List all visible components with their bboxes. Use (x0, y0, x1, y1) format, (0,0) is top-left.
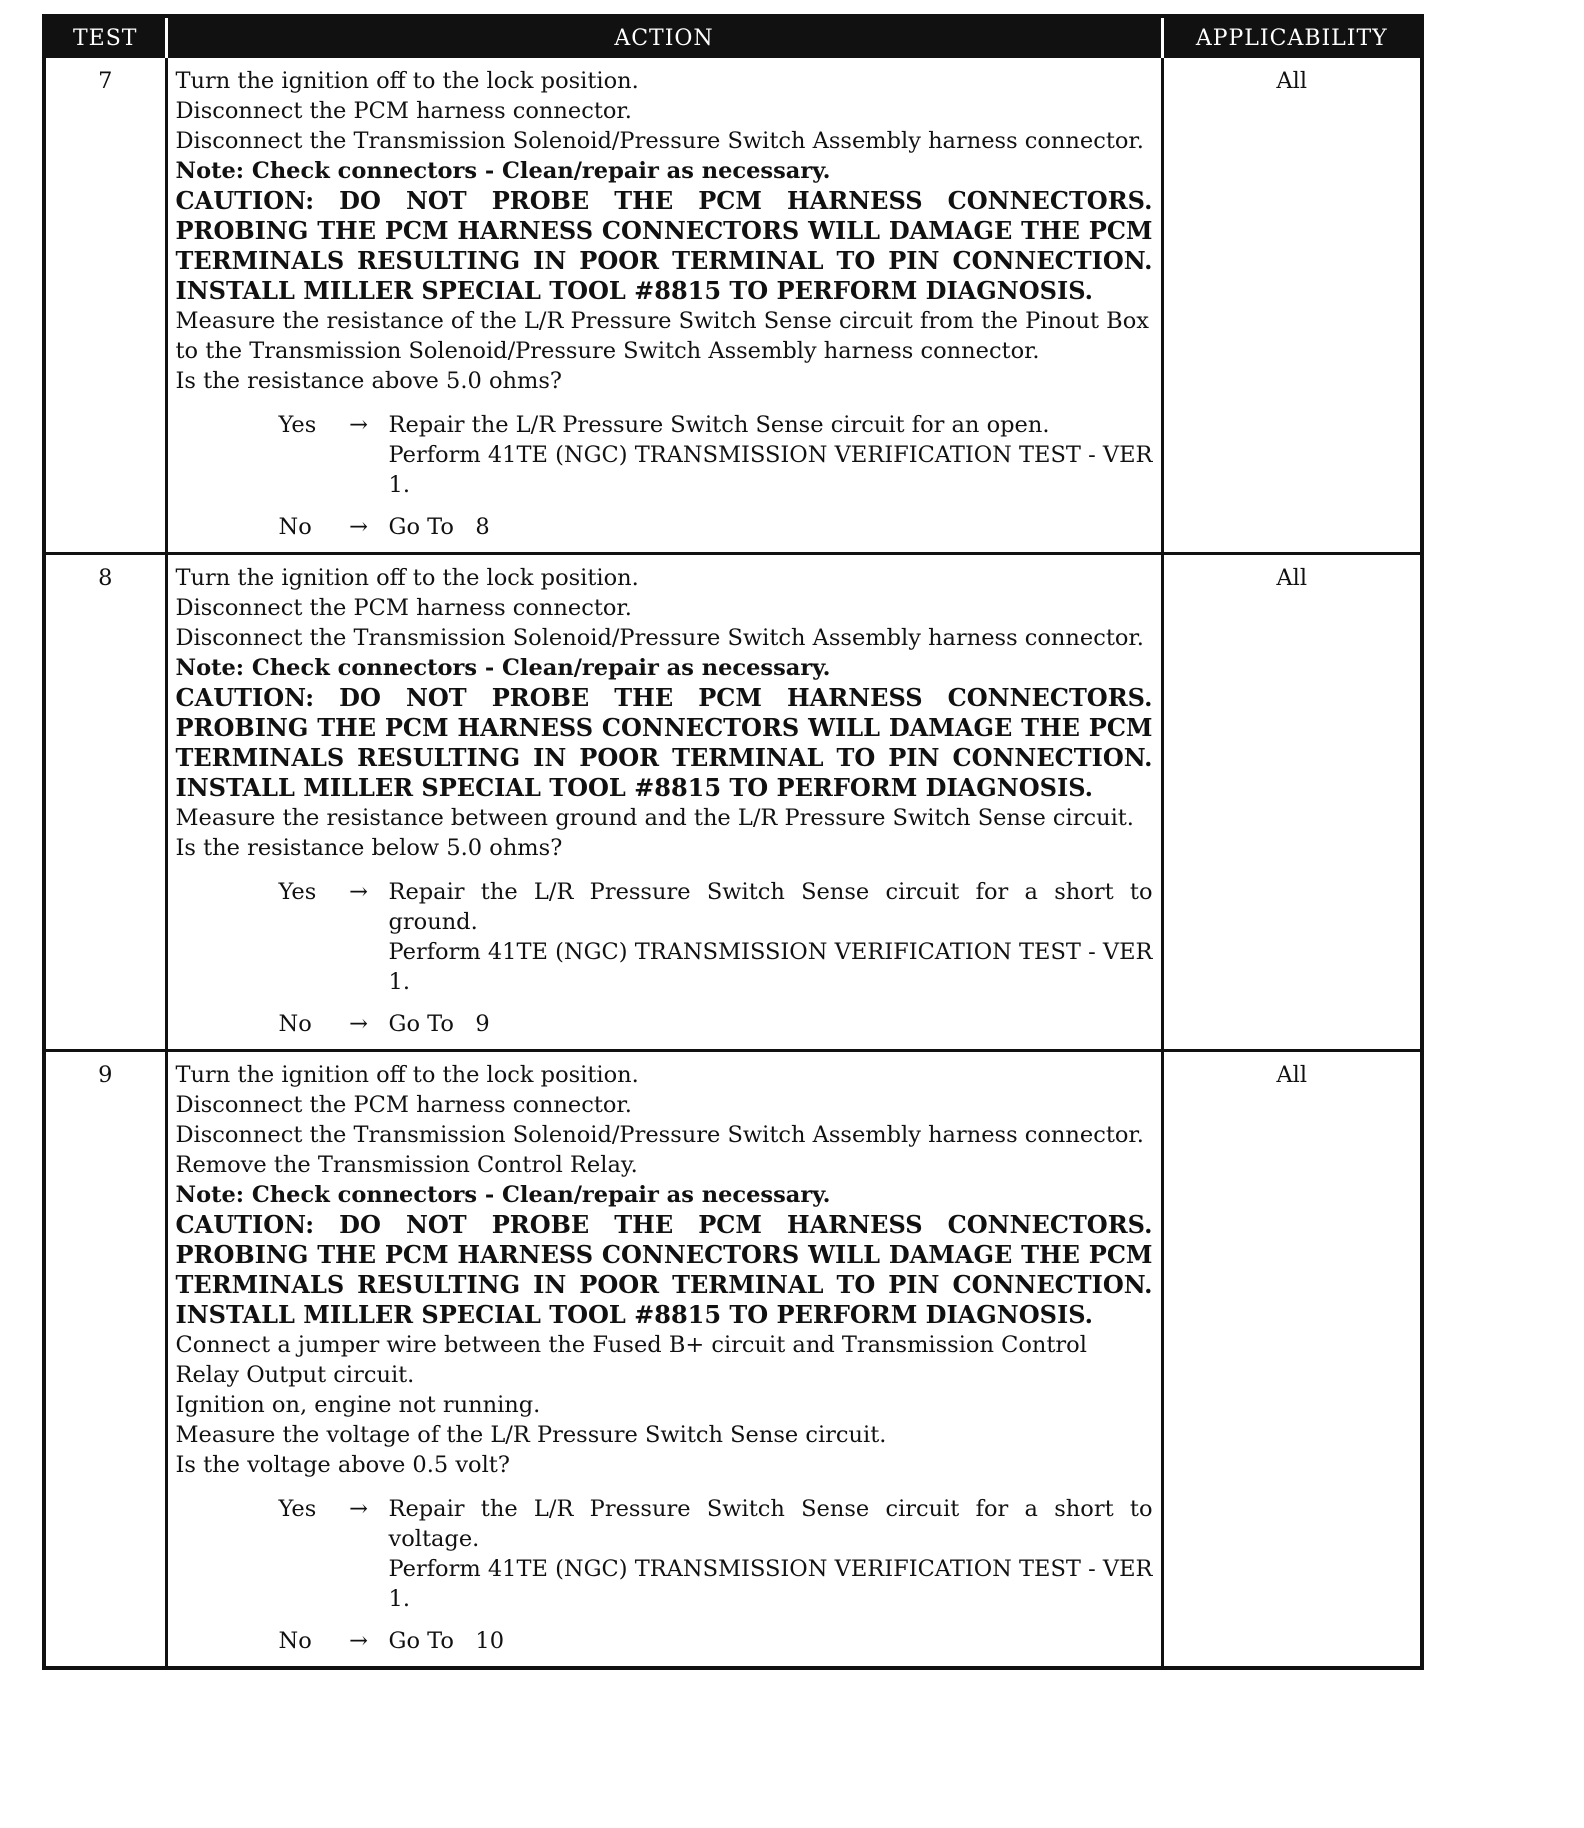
yes-instruction-line: Repair the L/R Pressure Switch Sense circuit for a short to voltage. (388, 1496, 1153, 1552)
result-yes (279, 410, 1153, 500)
goto-link: Go To 9 (388, 1011, 490, 1037)
result-branches (176, 410, 1153, 542)
action-step: Turn the ignition off to the lock position. (175, 565, 639, 591)
arrow-icon: → (349, 1628, 368, 1654)
action-step: Turn the ignition off to the lock position. (175, 1062, 639, 1088)
arrow-icon: → (349, 1011, 368, 1037)
action-step: Measure the resistance between ground and the L/R Pressure Switch Sense circuit. (175, 805, 1134, 831)
action-step: Disconnect the Transmission Solenoid/Pressure Switch Assembly harness connector. (175, 625, 1144, 651)
goto-link: Go To 10 (388, 1628, 505, 1654)
action-step: Measure the resistance of the L/R Pressure Switch Sense circuit from the Pinout Box to the Transmission Solenoid/Pressure Switch Assembly harness connector. (175, 308, 1149, 364)
action-step: Is the voltage above 0.5 volt? (175, 1452, 510, 1478)
action-step: Disconnect the Transmission Solenoid/Pressure Switch Assembly harness connector. (175, 128, 1144, 154)
test-number: 9 (44, 1051, 166, 1669)
yes-label: Yes (278, 1496, 317, 1522)
header-applicability: APPLICABILITY (1162, 16, 1422, 58)
diagnostic-table (42, 14, 1424, 1670)
result-no (279, 1626, 1153, 1656)
no-instructions (389, 1626, 1153, 1656)
test-row-9 (44, 1051, 1422, 1669)
caution-text: CAUTION: DO NOT PROBE THE PCM HARNESS CONNECTORS. PROBING THE PCM HARNESS CONNECTORS WILL DAMAGE THE PCM TERMINALS RESULTING IN POOR TERMINAL TO PIN CONNECTION. INSTALL MILLER SPECIAL TOOL #8815 TO PERFORM DIAGNOSIS. (175, 683, 1153, 802)
yes-instruction-line: Perform 41TE (NGC) TRANSMISSION VERIFICATION TEST - VER 1. (388, 939, 1153, 995)
arrow-icon: → (349, 879, 368, 905)
no-label: No (278, 514, 312, 540)
test-number: 8 (44, 554, 166, 1051)
header-action: ACTION (166, 16, 1162, 58)
note-text: Note: Check connectors - Clean/repair as necessary. (175, 158, 831, 184)
action-cell (166, 1051, 1162, 1669)
test-number: 7 (44, 58, 166, 554)
action-cell (166, 58, 1162, 554)
action-step: Is the resistance below 5.0 ohms? (175, 835, 563, 861)
table-body (44, 58, 1422, 1668)
yes-instructions (389, 1494, 1153, 1614)
result-yes (279, 877, 1153, 997)
applicability-value: All (1162, 554, 1422, 1051)
note-text: Note: Check connectors - Clean/repair as necessary. (175, 655, 831, 681)
test-row-8 (44, 554, 1422, 1051)
action-step: Remove the Transmission Control Relay. (175, 1152, 638, 1178)
action-step: Disconnect the Transmission Solenoid/Pressure Switch Assembly harness connector. (175, 1122, 1144, 1148)
no-instructions (389, 512, 1153, 542)
action-step: Disconnect the PCM harness connector. (175, 98, 632, 124)
goto-link: Go To 8 (388, 514, 490, 540)
no-label: No (278, 1628, 312, 1654)
yes-instruction-line: Perform 41TE (NGC) TRANSMISSION VERIFICATION TEST - VER 1. (388, 1556, 1153, 1612)
action-step: Is the resistance above 5.0 ohms? (175, 368, 562, 394)
yes-instruction-line: Perform 41TE (NGC) TRANSMISSION VERIFICATION TEST - VER 1. (388, 442, 1153, 498)
action-step: Measure the voltage of the L/R Pressure Switch Sense circuit. (175, 1422, 887, 1448)
test-row-7 (44, 58, 1422, 554)
arrow-icon: → (349, 1496, 368, 1522)
action-step: Disconnect the PCM harness connector. (175, 1092, 632, 1118)
arrow-icon: → (349, 514, 368, 540)
action-step: Ignition on, engine not running. (175, 1392, 541, 1418)
yes-instruction-line: Repair the L/R Pressure Switch Sense circuit for a short to ground. (388, 879, 1153, 935)
arrow-icon: → (349, 412, 368, 438)
caution-text: CAUTION: DO NOT PROBE THE PCM HARNESS CONNECTORS. PROBING THE PCM HARNESS CONNECTORS WILL DAMAGE THE PCM TERMINALS RESULTING IN POOR TERMINAL TO PIN CONNECTION. INSTALL MILLER SPECIAL TOOL #8815 TO PERFORM DIAGNOSIS. (175, 186, 1153, 305)
yes-instructions (389, 877, 1153, 997)
action-step: Connect a jumper wire between the Fused B+ circuit and Transmission Control Relay Output circuit. (175, 1332, 1087, 1388)
applicability-value: All (1276, 68, 1308, 94)
action-cell (166, 554, 1162, 1051)
action-step: Turn the ignition off to the lock position. (175, 68, 639, 94)
result-branches (176, 1494, 1153, 1656)
no-label: No (278, 1011, 312, 1037)
yes-label: Yes (278, 879, 317, 905)
result-no (279, 1009, 1153, 1039)
result-no (279, 512, 1153, 542)
yes-instruction-line: Repair the L/R Pressure Switch Sense circuit for an open. (388, 412, 1050, 438)
applicability-value: All (1162, 1051, 1422, 1669)
result-yes (279, 1494, 1153, 1614)
no-instructions (389, 1009, 1153, 1039)
table-header-row (44, 16, 1422, 58)
diagnostic-test-sheet (42, 14, 1420, 1670)
action-step: Disconnect the PCM harness connector. (175, 595, 632, 621)
caution-text: CAUTION: DO NOT PROBE THE PCM HARNESS CONNECTORS. PROBING THE PCM HARNESS CONNECTORS WILL DAMAGE THE PCM TERMINALS RESULTING IN POOR TERMINAL TO PIN CONNECTION. INSTALL MILLER SPECIAL TOOL #8815 TO PERFORM DIAGNOSIS. (175, 1210, 1153, 1329)
result-branches (176, 877, 1153, 1039)
note-text: Note: Check connectors - Clean/repair as necessary. (175, 1182, 831, 1208)
yes-label: Yes (278, 412, 317, 438)
yes-instructions (389, 410, 1153, 500)
header-test: TEST (44, 16, 166, 58)
